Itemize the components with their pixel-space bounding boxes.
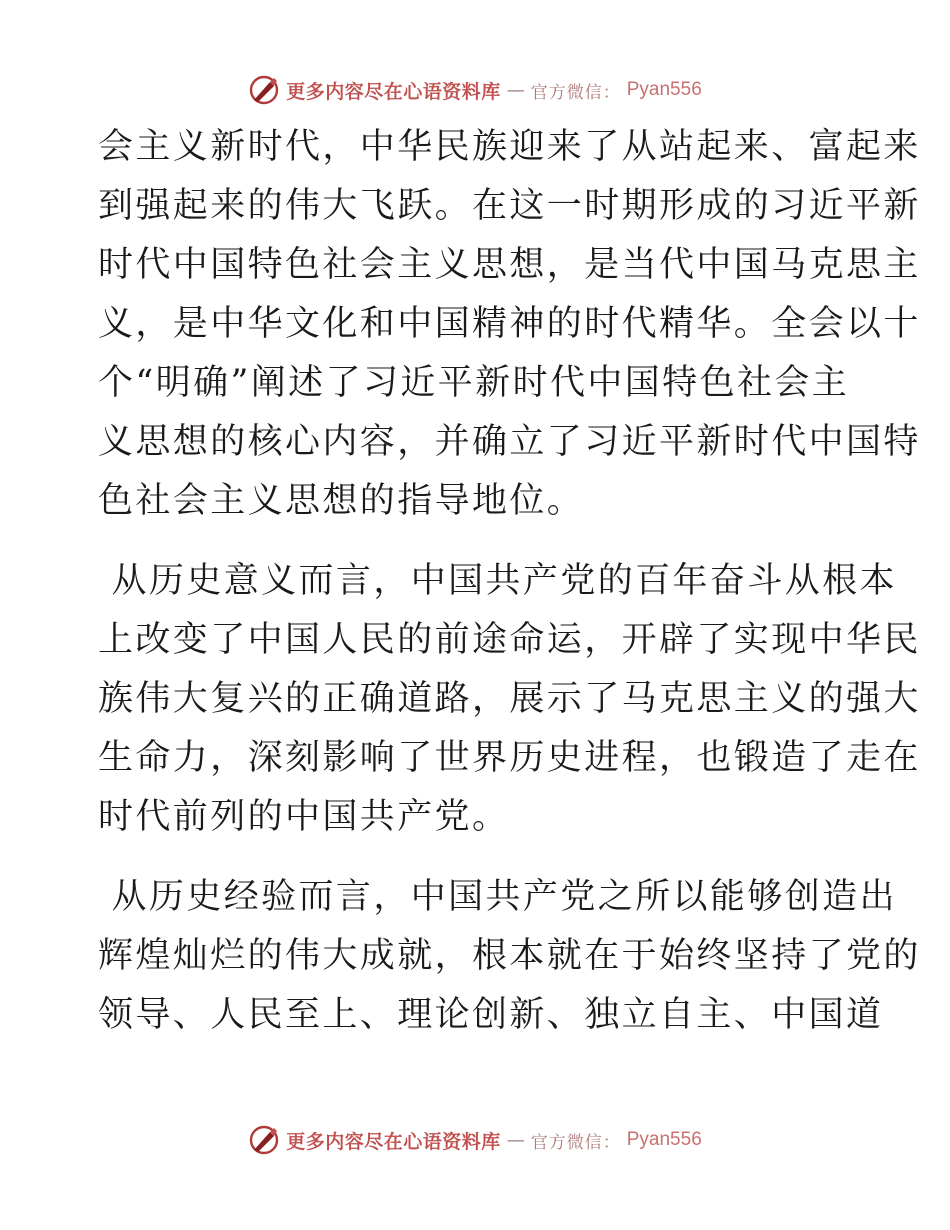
promo-text: 更多内容尽在心语资料库: [286, 1130, 501, 1153]
separator: —: [506, 79, 525, 101]
text-line: 领导、人民至上、理论创新、独立自主、中国道: [98, 995, 884, 1035]
text-line: 生命力，深刻影响了世界历史进程，也锻造了走在: [98, 738, 921, 778]
pen-circle-logo-icon: [248, 74, 280, 106]
text-line: 上改变了中国人民的前途命运，开辟了实现中华民: [98, 620, 921, 660]
text-line: 会主义新时代，中华民族迎来了从站起来、富起来: [98, 127, 921, 167]
text-line: 从历史意义而言，中国共产党的百年奋斗从根本: [98, 561, 897, 601]
text-line: 时代前列的中国共产党。: [98, 797, 510, 837]
paragraph-spacer: [98, 531, 850, 552]
header-banner: [0, 70, 950, 110]
text-line: 时代中国特色社会主义思想，是当代中国马克思主: [98, 245, 921, 285]
document-body: [98, 118, 921, 1045]
text-line: 辉煌灿烂的伟大成就，根本就在于始终坚持了党的: [98, 936, 921, 976]
wechat-label: 官方微信：: [530, 1132, 621, 1153]
text-line: 个“明确”阐述了习近平新时代中国特色社会主: [98, 363, 850, 403]
text-line: 从历史经验而言，中国共产党之所以能够创造出: [98, 877, 897, 917]
text-line: 色社会主义思想的指导地位。: [98, 481, 585, 521]
wechat-id: Pyan556: [626, 1129, 702, 1150]
text-line: 义思想的核心内容，并确立了习近平新时代中国特: [98, 422, 921, 462]
text-line: 义，是中华文化和中国精神的时代精华。全会以十: [98, 304, 921, 344]
wechat-id: Pyan556: [626, 79, 702, 100]
pen-circle-logo-icon: [248, 1124, 280, 1156]
text-line: 族伟大复兴的正确道路，展示了马克思主义的强大: [98, 679, 921, 719]
paragraph: [98, 868, 921, 1045]
paragraph: [98, 118, 921, 531]
paragraph: [98, 552, 921, 847]
footer-banner: [0, 1120, 950, 1160]
paragraph-spacer: [98, 847, 850, 868]
text-line: 到强起来的伟大飞跃。在这一时期形成的习近平新: [98, 186, 921, 226]
promo-text: 更多内容尽在心语资料库: [286, 80, 501, 103]
separator: —: [506, 1129, 525, 1151]
wechat-label: 官方微信：: [530, 82, 621, 103]
